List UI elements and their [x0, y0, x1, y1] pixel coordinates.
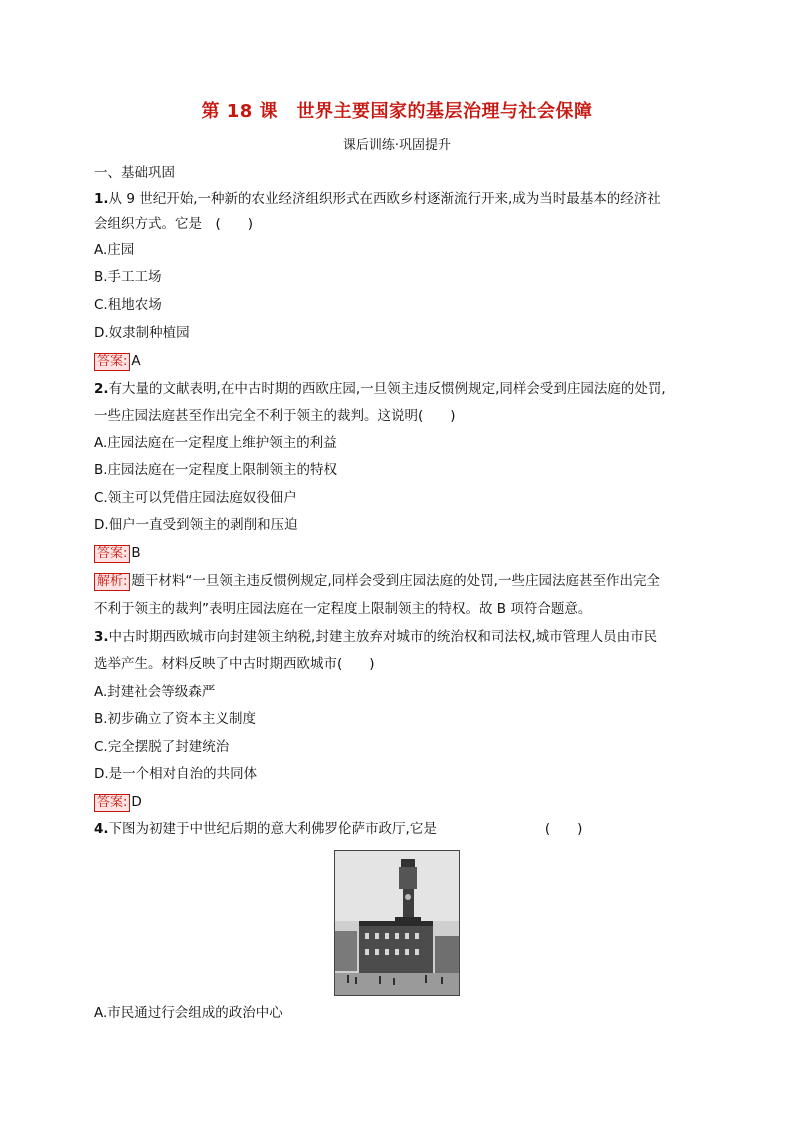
- question-4-option-a: A.市民通过行会组成的政治中心: [94, 1005, 283, 1021]
- question-4-stem: [94, 819, 582, 839]
- question-2-analysis-cont: 不利于领主的裁判”表明庄园法庭在一定程度上限制领主的特权。故 B 项符合题意。: [94, 601, 592, 617]
- question-1-option-a: A.庄园: [94, 242, 135, 258]
- analysis-tag: 解析:: [94, 573, 130, 591]
- question-3-option-c: C.完全摆脱了封建统治: [94, 739, 230, 755]
- question-1-option-b: B.手工工场: [94, 269, 162, 285]
- question-3-option-b: B.初步确立了资本主义制度: [94, 711, 257, 727]
- palazzo-illustration: [335, 851, 459, 995]
- question-text: 中古时期西欧城市向封建领主纳税,封建主放弃对城市的统治权和司法权,城市管理人员由市民: [108, 629, 658, 645]
- question-2-option-a: A.庄园法庭在一定程度上维护领主的利益: [94, 435, 337, 451]
- question-number: 2.: [94, 381, 109, 397]
- question-1-option-d: D.奴隶制种植园: [94, 325, 190, 341]
- question-2-stem: [94, 379, 666, 399]
- question-3-option-a: A.封建社会等级森严: [94, 684, 216, 700]
- question-text: 下图为初建于中世纪后期的意大利佛罗伦萨市政厅,它是 ( ): [108, 821, 583, 837]
- answer-tag: 答案:: [94, 353, 130, 371]
- question-2-answer: [94, 543, 141, 563]
- question-2-option-d: D.佃户一直受到领主的剥削和压迫: [94, 517, 298, 533]
- answer-value: D: [131, 794, 142, 810]
- answer-tag: 答案:: [94, 545, 130, 563]
- question-1-option-c: C.租地农场: [94, 297, 162, 313]
- question-number: 1.: [94, 191, 109, 207]
- section-heading: 一、基础巩固: [94, 165, 175, 181]
- answer-tag: 答案:: [94, 794, 130, 812]
- answer-value: B: [131, 545, 141, 561]
- question-1-stem: [94, 189, 661, 209]
- question-1-answer: [94, 351, 141, 371]
- question-2-option-b: B.庄园法庭在一定程度上限制领主的特权: [94, 462, 338, 478]
- analysis-text: 题干材料“一旦领主违反惯例规定,同样会受到庄园法庭的处罚,一些庄园法庭甚至作出完全: [131, 573, 660, 589]
- question-text: 从 9 世纪开始,一种新的农业经济组织形式在西欧乡村逐渐流行开来,成为当时最基本的经济社: [108, 191, 661, 207]
- question-2-analysis: [94, 571, 660, 591]
- page-subtitle: 课后训练·巩固提升: [342, 138, 452, 153]
- florence-palazzo-photo: [334, 850, 460, 996]
- question-3-option-d: D.是一个相对自治的共同体: [94, 766, 258, 782]
- question-2-option-c: C.领主可以凭借庄园法庭奴役佃户: [94, 490, 297, 506]
- question-number: 4.: [94, 821, 109, 837]
- question-2-stem-cont: 一些庄园法庭甚至作出完全不利于领主的裁判。这说明( ): [94, 408, 456, 424]
- question-number: 3.: [94, 629, 109, 645]
- question-3-answer: [94, 792, 142, 812]
- question-3-stem: [94, 627, 657, 647]
- page-title: 第 18 课 世界主要国家的基层治理与社会保障: [201, 101, 593, 122]
- question-3-stem-cont: 选举产生。材料反映了中古时期西欧城市( ): [94, 656, 375, 672]
- question-text: 有大量的文献表明,在中古时期的西欧庄园,一旦领主违反惯例规定,同样会受到庄园法庭的处罚,: [108, 381, 666, 397]
- question-1-stem-cont: 会组织方式。它是 ( ): [94, 216, 254, 232]
- answer-value: A: [131, 353, 141, 369]
